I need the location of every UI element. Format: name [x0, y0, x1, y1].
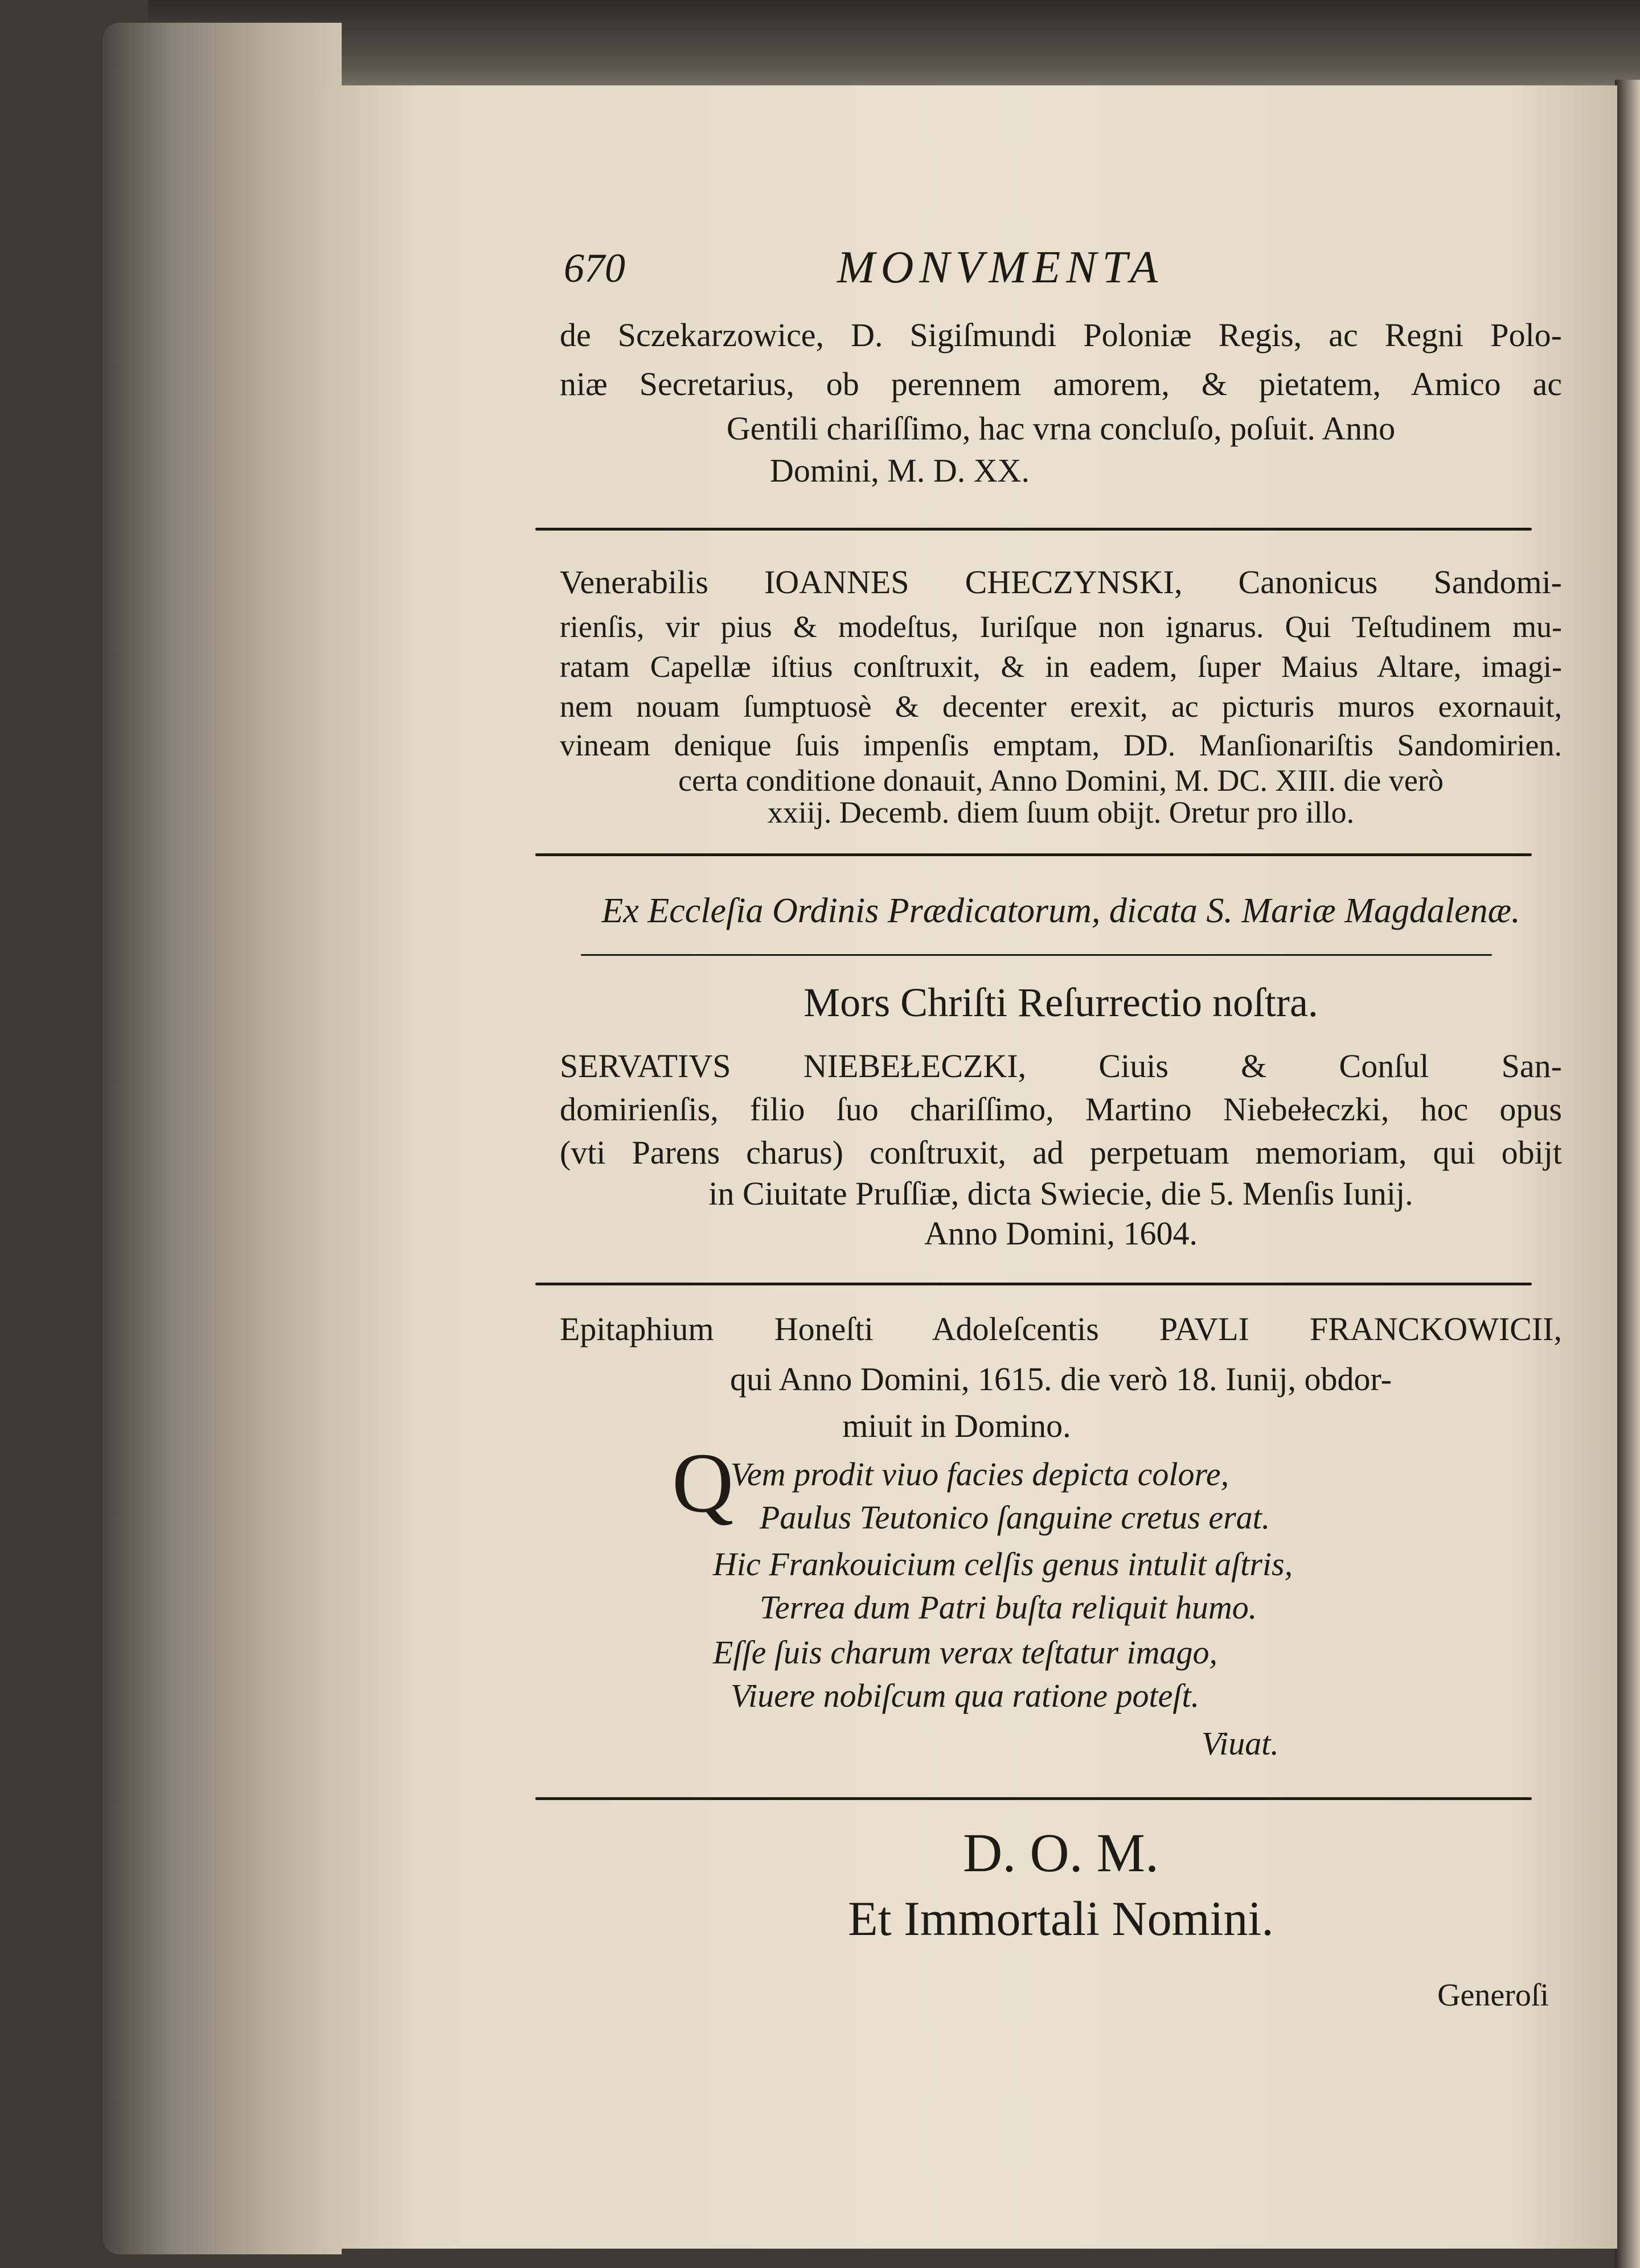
dedication-heading: Et Immortali Nomini. — [848, 1891, 1274, 1946]
poem-line: Terrea dum Patri buſta reliquit humo. — [760, 1589, 1257, 1626]
text-line: niæ Secretarius, ob perennem amorem, & pietatem, Amico ac — [560, 365, 1562, 402]
divider-rule — [535, 853, 1532, 856]
text-line: Epitaphium Honeſti Adoleſcentis PAVLI FRANCKOWICII, — [560, 1310, 1562, 1347]
text-line: certa conditione donauit, Anno Domini, M. DC. XIII. die verò — [678, 763, 1444, 798]
divider-rule — [535, 1283, 1532, 1285]
poem-line: Hic Frankouicium celſis genus intulit aſtris, — [713, 1546, 1293, 1583]
catchword: Generoſi — [1437, 1978, 1549, 2013]
poem-line: Eſſe ſuis charum verax teſtatur imago, — [713, 1634, 1217, 1671]
drop-cap: Q — [672, 1436, 734, 1530]
text-line: Domini, M. D. XX. — [770, 452, 1030, 489]
text-line: Gentili chariſſimo, hac vrna concluſo, poſuit. Anno — [726, 410, 1396, 447]
running-title: MONVMENTA — [837, 243, 1163, 293]
divider-rule — [535, 1797, 1532, 1800]
poem-closing: Viuat. — [1202, 1725, 1279, 1762]
motto: Mors Chriſti Reſurrectio noſtra. — [803, 980, 1318, 1025]
dom-heading: D. O. M. — [962, 1822, 1159, 1883]
page-number: 670 — [564, 245, 625, 291]
book-page-edges — [102, 23, 342, 2254]
poem-line: Vem prodit viuo facies depicta colore, — [731, 1456, 1229, 1493]
poem-line: Viuere nobiſcum qua ratione poteſt. — [731, 1677, 1200, 1714]
text-line: vineam denique ſuis impenſis emptam, DD. Manſionariſtis Sandomirien. — [560, 728, 1562, 762]
divider-rule — [535, 528, 1532, 531]
facing-page-sliver — [1615, 80, 1640, 2268]
divider-rule — [581, 954, 1492, 956]
text-line: in Ciuitate Pruſſiæ, dicta Swiecie, die 5. Menſis Iunij. — [708, 1175, 1413, 1212]
text-line: Anno Domini, 1604. — [924, 1215, 1198, 1252]
text-line: miuit in Domino. — [842, 1407, 1071, 1444]
text-line: nem nouam ſumptuosè & decenter erexit, ac picturis muros exornauit, — [560, 689, 1562, 724]
text-line: de Sczekarzowice, D. Sigiſmundi Poloniæ Regis, ac Regni Polo- — [560, 317, 1562, 354]
text-line: ratam Capellæ iſtius conſtruxit, & in eadem, ſuper Maius Altare, imagi- — [560, 650, 1562, 684]
section-heading: Ex Eccleſia Ordinis Prædicatorum, dicata S. Mariæ Magdalenæ. — [601, 891, 1520, 930]
text-line: Venerabilis IOANNES CHECZYNSKI, Canonicus Sandomi- — [560, 564, 1562, 601]
text-line: rienſis, vir pius & modeſtus, Iuriſque non ignarus. Qui Teſtudinem mu- — [560, 610, 1562, 644]
text-line: qui Anno Domini, 1615. die verò 18. Iunij, obdor- — [730, 1361, 1392, 1398]
text-line: (vti Parens charus) conſtruxit, ad perpetuam memoriam, qui obijt — [560, 1134, 1562, 1171]
poem-line: Paulus Teutonico ſanguine cretus erat. — [760, 1499, 1270, 1536]
text-line: SERVATIVS NIEBEŁECZKI, Ciuis & Conſul San- — [560, 1047, 1562, 1084]
text-line: xxiij. Decemb. diem ſuum obijt. Oretur pro illo. — [767, 795, 1355, 829]
text-line: domirienſis, filio ſuo chariſſimo, Martino Niebełeczki, hoc opus — [560, 1091, 1562, 1128]
